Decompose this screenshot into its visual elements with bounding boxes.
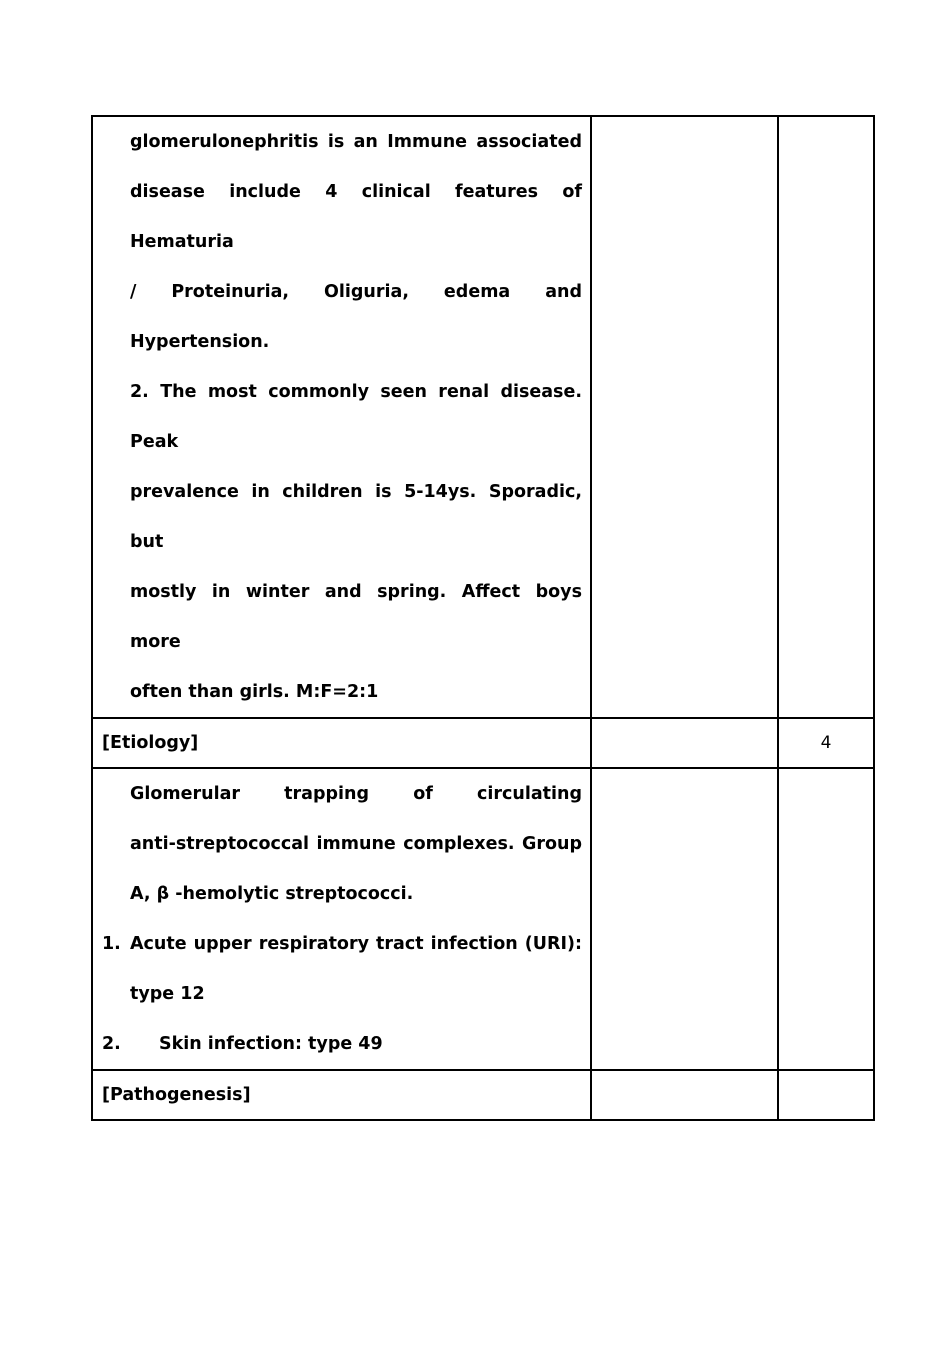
etiology-heading: [Etiology] [92, 718, 591, 768]
etiology-content-cell [92, 768, 591, 1070]
text-line: anti-streptococcal immune complexes. Group [130, 834, 582, 854]
etiology-item-2 [93, 1019, 590, 1069]
etiology-item-1 [93, 919, 590, 1019]
text-line: often than girls. M:F=2:1 [130, 682, 379, 702]
intro-paragraph-1 [93, 117, 590, 367]
pathogenesis-score-cell [778, 1070, 874, 1120]
pathogenesis-heading: [Pathogenesis] [92, 1070, 591, 1120]
text-line: prevalence in children is 5-14ys. Sporadic, but [130, 482, 582, 552]
text-line: disease include 4 clinical features of Hematuria [130, 182, 582, 252]
text-line: Skin infection: type 49 [159, 1034, 383, 1054]
text-line: A, β -hemolytic streptococci. [130, 884, 414, 904]
document-table [91, 115, 875, 1121]
etiology-content-notes-cell [591, 768, 778, 1070]
text-line: type 12 [130, 984, 205, 1004]
intro-notes-cell [591, 116, 778, 718]
intro-score-cell [778, 116, 874, 718]
etiology-content-score-cell [778, 768, 874, 1070]
text-line: Acute upper respiratory tract infection (URI): [130, 934, 582, 954]
pathogenesis-heading-row [92, 1070, 874, 1120]
etiology-content-row [92, 768, 874, 1070]
intro-paragraph-2 [93, 367, 590, 717]
text-line: 2. The most commonly seen renal disease. Peak [130, 382, 582, 452]
etiology-score: 4 [778, 718, 874, 768]
list-number: 2. [102, 1034, 121, 1054]
pathogenesis-notes-cell [591, 1070, 778, 1120]
etiology-notes-cell [591, 718, 778, 768]
text-line: mostly in winter and spring. Affect boys more [130, 582, 582, 652]
list-number: 1. [102, 934, 121, 954]
text-line: / Proteinuria, Oliguria, edema and [130, 282, 582, 302]
text-line: glomerulonephritis is an Immune associated [130, 132, 582, 152]
etiology-heading-row [92, 718, 874, 768]
intro-content-cell [92, 116, 591, 718]
intro-row [92, 116, 874, 718]
text-line: Glomerular trapping of circulating [130, 784, 582, 804]
text-line: Hypertension. [130, 332, 270, 352]
etiology-intro [93, 769, 590, 919]
